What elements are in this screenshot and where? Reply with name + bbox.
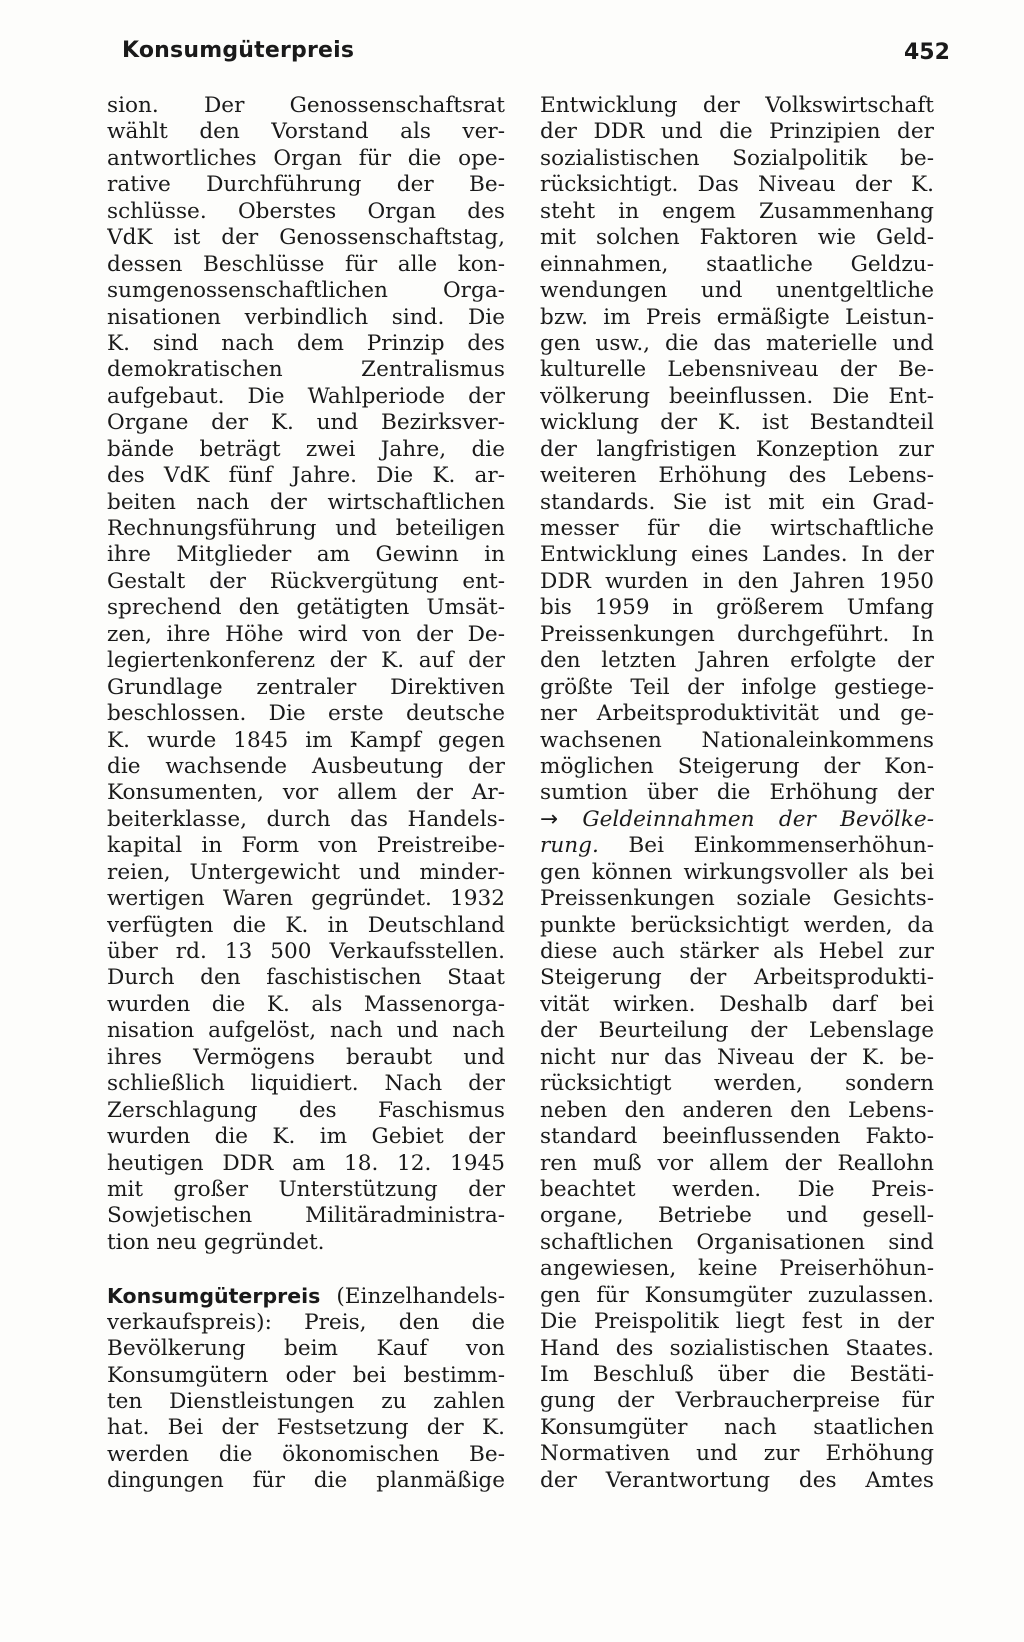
text-line: messer für die wirtschaftliche xyxy=(540,516,934,541)
text-line: steht in engem Zusammenhang xyxy=(540,198,934,224)
left-column xyxy=(107,93,505,1495)
text-line: Bevölkerung beim Kauf von xyxy=(107,1336,505,1362)
text-line: nicht nur das Niveau der K. be- xyxy=(540,1044,934,1070)
text-line: werden die ökonomischen Be- xyxy=(107,1441,505,1467)
text-line: nisationen verbindlich sind. Die xyxy=(107,304,505,330)
text-line: gen für Konsumgüter zuzulassen. xyxy=(540,1282,934,1308)
entry-first-line-rest: (Einzelhandels- xyxy=(320,1284,505,1310)
text-line: Rechnungsführung und beteiligen xyxy=(107,516,505,541)
text-line: verkaufspreis): Preis, den die xyxy=(107,1309,505,1335)
entry-headword: Konsumgüterpreis xyxy=(107,1284,321,1309)
text-line: sprechend den getätigten Umsät- xyxy=(107,595,505,621)
text-line: Organe der K. und Bezirksver- xyxy=(107,410,505,436)
text-line: K. sind nach dem Prinzip des xyxy=(107,330,505,356)
text-line: wählt den Vorstand als ver- xyxy=(107,119,505,145)
text-line: wendungen und unentgeltliche xyxy=(540,278,934,304)
text-line: Entwicklung eines Landes. In der xyxy=(540,542,934,568)
text-line: Entwicklung der Volkswirtschaft xyxy=(540,93,934,118)
text-line: mit solchen Faktoren wie Geld- xyxy=(540,225,934,251)
text-line: nisation aufgelöst, nach und nach xyxy=(107,1018,505,1044)
text-line: ihres Vermögens beraubt und xyxy=(107,1044,505,1070)
text-line: Im Beschluß über die Bestäti- xyxy=(540,1362,934,1387)
text-line: zen, ihre Höhe wird von der De- xyxy=(107,621,505,647)
text-line: ren muß vor allem der Reallohn xyxy=(540,1150,934,1176)
text-line: Die Preispolitik liegt fest in der xyxy=(540,1309,934,1335)
text-line: gung der Verbraucherpreise für xyxy=(540,1388,934,1414)
text-line: sion. Der Genossenschaftsrat xyxy=(107,93,505,118)
text-line: sumgenossenschaftlichen Orga- xyxy=(107,278,505,304)
text-line: schaftlichen Organisationen sind xyxy=(540,1229,934,1255)
crossref-arrow-icon: → xyxy=(540,806,559,832)
text-line: schließlich liquidiert. Nach der xyxy=(107,1071,505,1097)
text-line: größte Teil der infolge gestiege- xyxy=(540,674,934,700)
text-line: wachsenen Nationaleinkommens xyxy=(540,727,934,753)
text-line: heutigen DDR am 18. 12. 1945 xyxy=(107,1150,505,1176)
text-line: sumtion über die Erhöhung der xyxy=(540,780,934,806)
text-line: Sowjetischen Militäradministra- xyxy=(107,1203,505,1229)
text-line: organe, Betriebe und gesell- xyxy=(540,1203,934,1229)
text-line: bände beträgt zwei Jahre, die xyxy=(107,436,505,462)
left-column-text xyxy=(107,93,505,1256)
text-line: demokratischen Zentralismus xyxy=(107,357,505,383)
text-line: völkerung beeinflussen. Die Ent- xyxy=(540,383,934,409)
text-line: rücksichtigt. Das Niveau der K. xyxy=(540,172,934,198)
text-line: beiten nach der wirtschaftlichen xyxy=(107,489,505,515)
text-line: bis 1959 in größerem Umfang xyxy=(540,595,934,621)
text-line: über rd. 13 500 Verkaufsstellen. xyxy=(107,939,505,964)
running-head-title: Konsumgüterpreis xyxy=(122,38,355,63)
text-line: diese auch stärker als Hebel zur xyxy=(540,939,934,964)
text-line: ten Dienstleistungen zu zahlen xyxy=(107,1389,505,1414)
text-line: der Beurteilung der Lebenslage xyxy=(540,1018,934,1044)
text-line: der Verantwortung des Amtes xyxy=(540,1467,934,1493)
text-line: die wachsende Ausbeutung der xyxy=(107,753,505,779)
text-line: den letzten Jahren erfolgte der xyxy=(540,648,934,674)
crossref-rest: Bei Einkommenserhöhun- xyxy=(598,833,934,859)
text-line: ihre Mitglieder am Gewinn in xyxy=(107,542,505,568)
text-line: K. wurde 1845 im Kampf gegen xyxy=(107,727,505,753)
text-line: Zerschlagung des Faschismus xyxy=(107,1097,505,1123)
entry-text xyxy=(107,1310,505,1495)
right-column-text-before xyxy=(540,93,934,807)
text-line: beiterklasse, durch das Handels- xyxy=(107,806,505,832)
crossref-line xyxy=(540,807,934,833)
text-line: hat. Bei der Festsetzung der K. xyxy=(107,1415,505,1441)
text-line: gen usw., die das materielle und xyxy=(540,330,934,356)
text-line: punkte berücksichtigt werden, da xyxy=(540,912,934,938)
text-line: Preissenkungen durchgeführt. In xyxy=(540,621,934,647)
text-line: reien, Untergewicht und minder- xyxy=(107,859,505,885)
text-line: wicklung der K. ist Bestandteil xyxy=(540,410,934,436)
text-line: der langfristigen Konzeption zur xyxy=(540,436,934,462)
entry-first-line xyxy=(107,1283,505,1309)
text-line: Steigerung der Arbeitsprodukti- xyxy=(540,965,934,991)
text-line: des VdK fünf Jahre. Die K. ar- xyxy=(107,463,505,489)
text-line: Hand des sozialistischen Staates. xyxy=(540,1335,934,1361)
text-line: Normativen und zur Erhöhung xyxy=(540,1441,934,1467)
text-line: standards. Sie ist mit ein Grad- xyxy=(540,489,934,515)
text-line: weiteren Erhöhung des Lebens- xyxy=(540,463,934,489)
text-line: Preissenkungen soziale Gesichts- xyxy=(540,886,934,912)
text-line: bzw. im Preis ermäßigte Leistun- xyxy=(540,304,934,330)
text-line: standard beeinflussenden Fakto- xyxy=(540,1124,934,1150)
text-line: neben den anderen den Lebens- xyxy=(540,1097,934,1123)
text-line: mit großer Unterstützung der xyxy=(107,1176,505,1202)
text-line: angewiesen, keine Preiserhöhun- xyxy=(540,1256,934,1282)
crossref-link[interactable]: Geldeinnahmen der Bevölke- xyxy=(558,806,934,832)
text-line: antwortliches Organ für die ope- xyxy=(107,145,505,171)
text-line: wertigen Waren gegründet. 1932 xyxy=(107,886,505,912)
text-line: Grundlage zentraler Direktiven xyxy=(107,674,505,700)
text-line: Konsumgüter nach staatlichen xyxy=(540,1414,934,1440)
text-line: tion neu gegründet. xyxy=(107,1229,325,1255)
text-line: verfügten die K. in Deutschland xyxy=(107,912,505,938)
text-line: möglichen Steigerung der Kon- xyxy=(540,753,934,779)
text-line: legiertenkonferenz der K. auf der xyxy=(107,648,505,674)
text-line: Durch den faschistischen Staat xyxy=(107,965,505,991)
text-line: einnahmen, staatliche Geldzu- xyxy=(540,251,934,277)
text-line: vität wirken. Deshalb darf bei xyxy=(540,991,934,1017)
text-line: DDR wurden in den Jahren 1950 xyxy=(540,568,934,594)
crossref-link-cont[interactable]: rung. xyxy=(540,833,599,859)
text-line: wurden die K. als Massenorga- xyxy=(107,991,505,1017)
text-line: der DDR und die Prinzipien der xyxy=(540,119,934,145)
text-line: wurden die K. im Gebiet der xyxy=(107,1124,505,1150)
text-line: Gestalt der Rückvergütung ent- xyxy=(107,568,505,594)
text-line: beschlossen. Die erste deutsche xyxy=(107,701,505,727)
dictionary-entry xyxy=(107,1283,505,1495)
text-line: dingungen für die planmäßige xyxy=(107,1468,505,1494)
text-line: Konsumgütern oder bei bestimm- xyxy=(107,1362,505,1388)
text-line: dessen Beschlüsse für alle kon- xyxy=(107,251,505,277)
text-line: gen können wirkungsvoller als bei xyxy=(540,859,934,885)
text-line: kapital in Form von Preistreibe- xyxy=(107,833,505,859)
text-line: beachtet werden. Die Preis- xyxy=(540,1176,934,1202)
right-column-text-after xyxy=(540,860,934,1495)
text-line: ner Arbeitsproduktivität und ge- xyxy=(540,701,934,727)
text-line: aufgebaut. Die Wahlperiode der xyxy=(107,383,505,409)
entry-gap xyxy=(107,1256,505,1283)
text-line: rücksichtigt werden, sondern xyxy=(540,1071,934,1097)
crossref-line-2 xyxy=(540,833,934,859)
text-line: rative Durchführung der Be- xyxy=(107,172,505,198)
text-line: VdK ist der Genossenschaftstag, xyxy=(107,225,505,251)
text-line: Konsumenten, vor allem der Ar- xyxy=(107,780,505,806)
text-line: sozialistischen Sozialpolitik be- xyxy=(540,145,934,171)
right-column xyxy=(540,93,934,1494)
page-number: 452 xyxy=(904,40,950,65)
text-line: schlüsse. Oberstes Organ des xyxy=(107,198,505,224)
text-line: kulturelle Lebensniveau der Be- xyxy=(540,357,934,383)
